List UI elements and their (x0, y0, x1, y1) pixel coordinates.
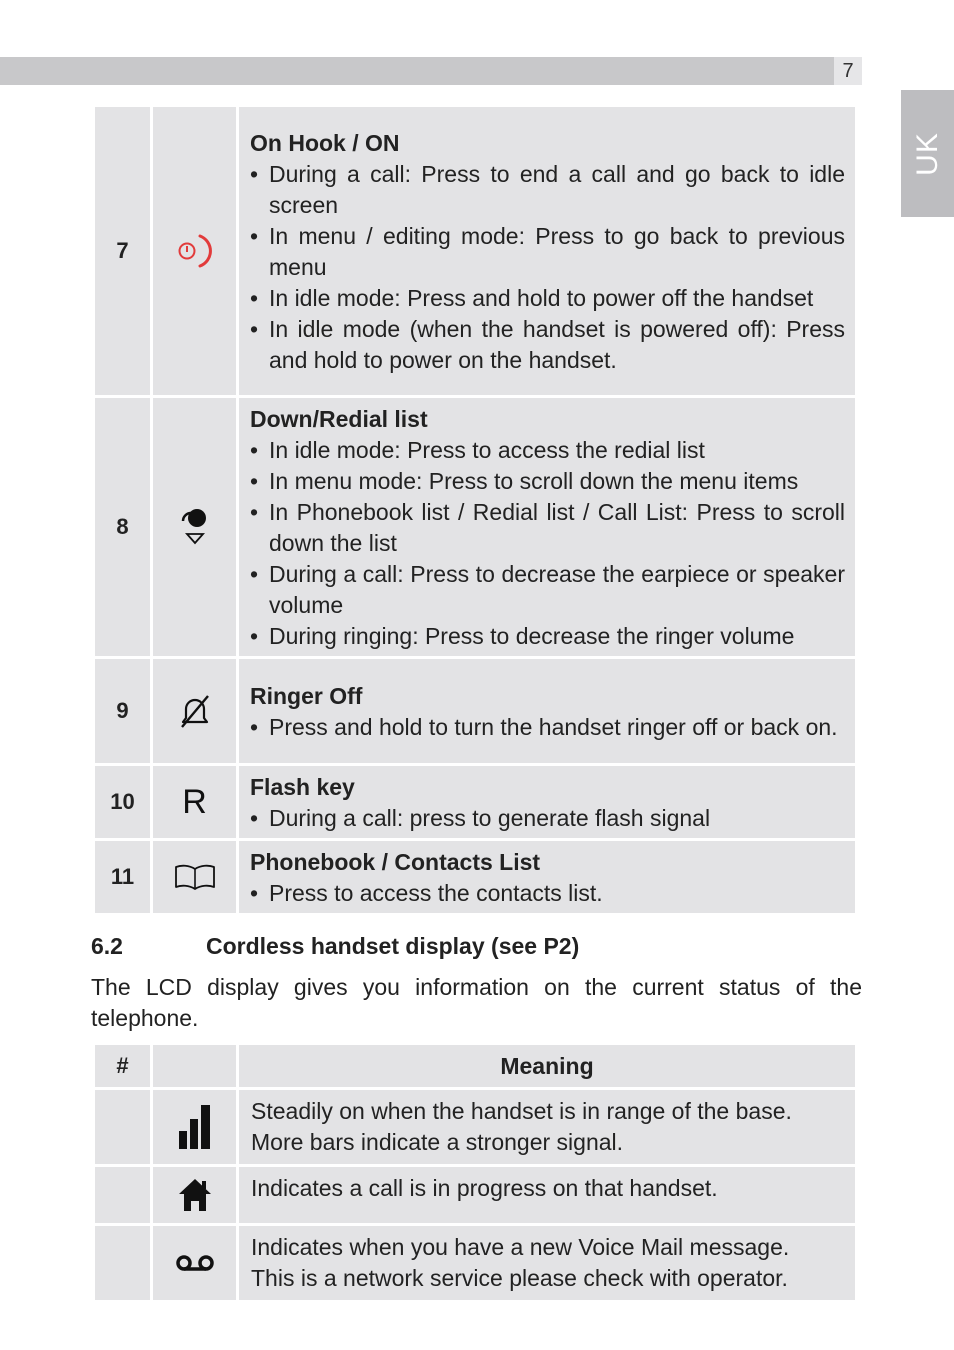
phonebook-icon (153, 841, 236, 913)
row-number (95, 1167, 150, 1223)
meaning-line: This is a network service please check with operator. (251, 1265, 788, 1291)
table-row (95, 766, 855, 838)
signal-bars-icon (153, 1090, 236, 1164)
section-title: Cordless handset display (see P2) (206, 933, 580, 959)
list-item: • In menu / editing mode: Press to go back to previous menu (250, 221, 845, 283)
list-item: • In menu mode: Press to scroll down the menu items (250, 466, 845, 497)
list-item: • During a call: Press to end a call and go back to idle screen (250, 159, 845, 221)
meaning-cell (239, 1226, 855, 1300)
list-item: • Press and hold to turn the handset ringer off or back on. (250, 712, 845, 743)
table-row (95, 107, 855, 395)
key-title: Ringer Off (250, 683, 363, 709)
table-row (95, 659, 855, 763)
home-icon (153, 1167, 236, 1223)
power-icon (153, 107, 236, 395)
section-intro: The LCD display gives you information on the current status of the telephone. (91, 974, 862, 1031)
meaning-line: Indicates when you have a new Voice Mail message. (251, 1234, 790, 1260)
table-row (95, 841, 855, 913)
row-number (95, 1226, 150, 1300)
list-item: • In idle mode (when the handset is powered off): Press and hold to power on the handset. (250, 314, 845, 376)
column-header-meaning: Meaning (239, 1045, 855, 1087)
display-icons-table (92, 1042, 858, 1303)
key-description (239, 398, 855, 656)
key-title: Phonebook / Contacts List (250, 849, 541, 875)
table-row (95, 1226, 855, 1300)
list-item: • During a call: press to generate flash signal (250, 803, 845, 834)
list-item: • In idle mode: Press to access the redial list (250, 435, 845, 466)
key-description (239, 107, 855, 395)
key-number: 7 (95, 107, 150, 395)
header-bar (0, 57, 834, 85)
key-title: Down/Redial list (250, 406, 428, 432)
language-tab-label: UK (910, 131, 944, 176)
ringer-off-icon (153, 659, 236, 763)
flash-r-icon-glyph: R (182, 782, 207, 821)
key-number: 9 (95, 659, 150, 763)
key-number: 10 (95, 766, 150, 838)
down-redial-icon (153, 398, 236, 656)
key-description (239, 659, 855, 763)
key-number: 11 (95, 841, 150, 913)
page-number: 7 (834, 57, 862, 85)
flash-r-icon (153, 766, 236, 838)
table-header-row (95, 1045, 855, 1087)
table-row (95, 1090, 855, 1164)
key-title: On Hook / ON (250, 130, 400, 156)
row-number (95, 1090, 150, 1164)
meaning-line: Steadily on when the handset is in range of the base. (251, 1098, 792, 1124)
list-item: • In idle mode: Press and hold to power off the handset (250, 283, 845, 314)
key-description (239, 766, 855, 838)
voicemail-icon (153, 1226, 236, 1300)
column-header-number: # (95, 1045, 150, 1087)
meaning-cell (239, 1167, 855, 1223)
meaning-line: Indicates a call is in progress on that handset. (251, 1175, 718, 1201)
table-row (95, 1167, 855, 1223)
key-description (239, 841, 855, 913)
list-item: • Press to access the contacts list. (250, 878, 845, 909)
key-title: Flash key (250, 774, 355, 800)
list-item: • During ringing: Press to decrease the ringer volume (250, 621, 845, 652)
meaning-line: More bars indicate a stronger signal. (251, 1129, 624, 1155)
key-number: 8 (95, 398, 150, 656)
meaning-cell (239, 1090, 855, 1164)
column-header-icon (153, 1045, 236, 1087)
list-item: • In Phonebook list / Redial list / Call List: Press to scroll down the list (250, 497, 845, 559)
list-item: • During a call: Press to decrease the earpiece or speaker volume (250, 559, 845, 621)
section-heading (91, 933, 579, 960)
section-number: 6.2 (91, 933, 123, 959)
language-tab (901, 90, 954, 217)
keys-table (92, 104, 858, 916)
table-row (95, 398, 855, 656)
